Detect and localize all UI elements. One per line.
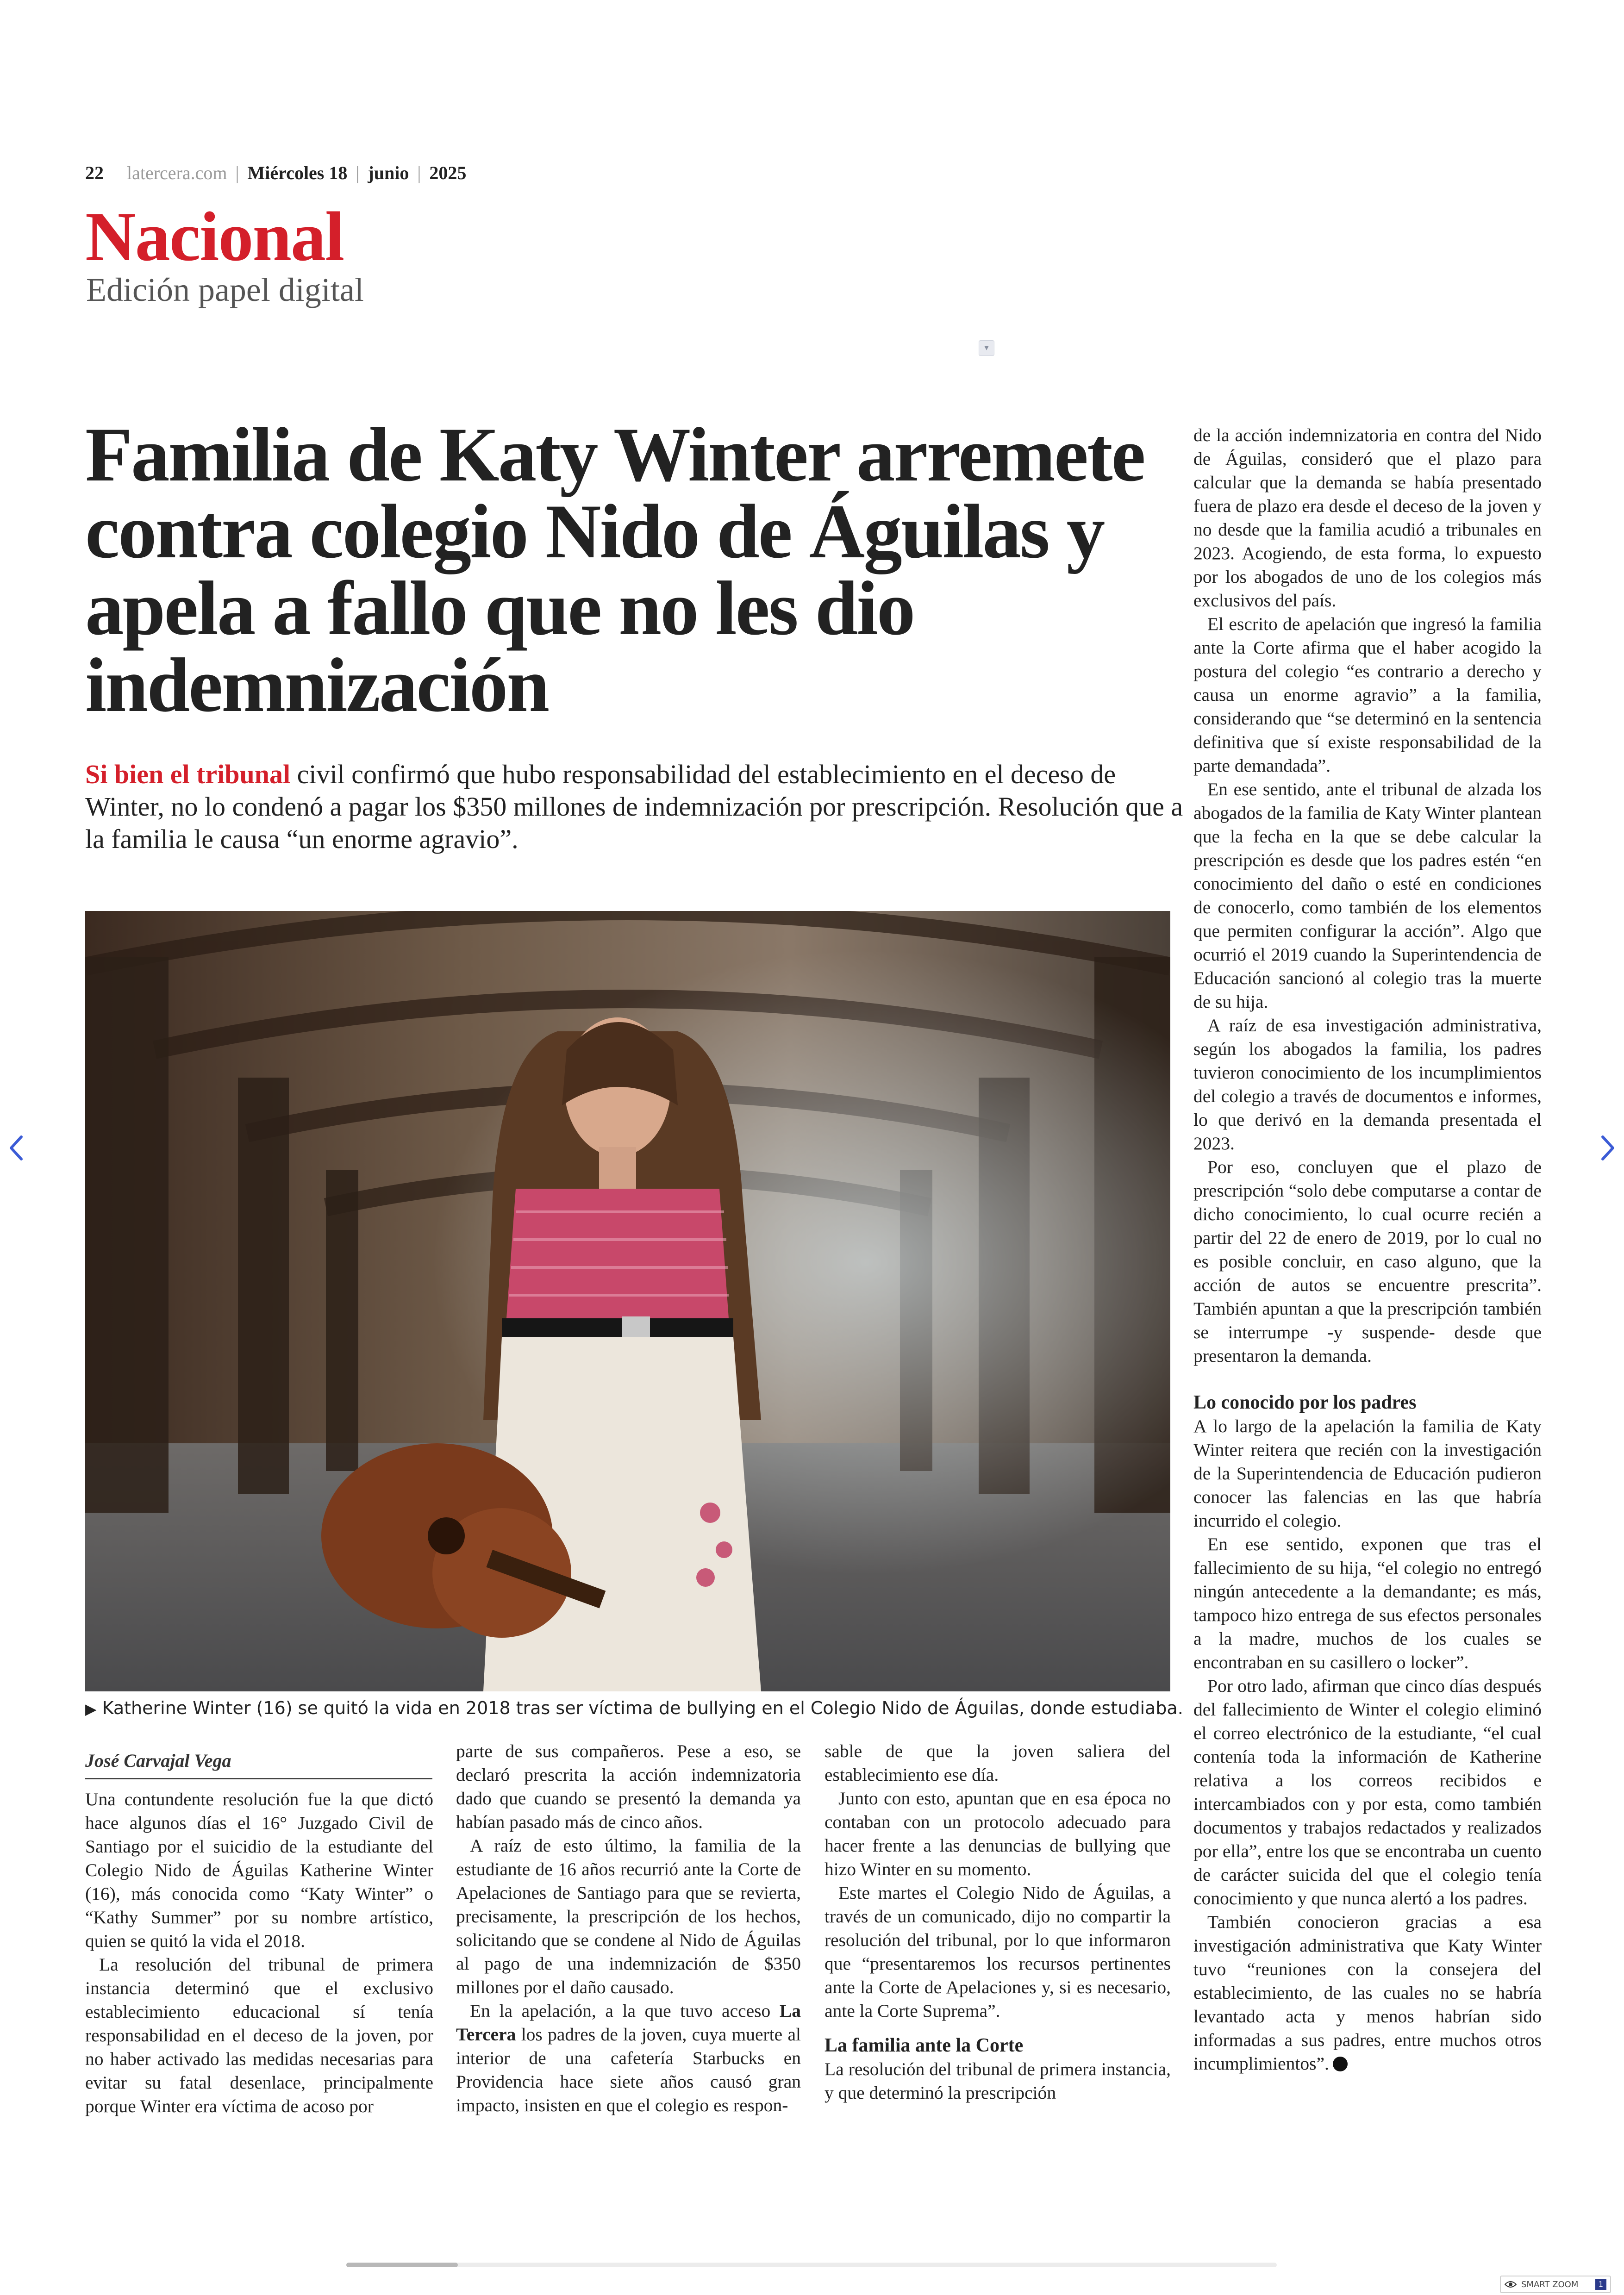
paragraph: La resolución del tribunal de primera instancia, y que determinó la prescripción <box>824 2059 1171 2103</box>
article-column-4 <box>1193 424 1542 2076</box>
paragraph: Por eso, concluyen que el plazo de prescripción “solo debe computarse a contar de dicho conocimiento, lo cual ocurre recién a partir del 22 de enero de 2019, por lo cual no es posible concluir, en caso alguno, que la acción de autos se encuentre prescrita”. También apuntan a que la prescripción también se interrumpe -y suspende- desde que presentaron la demanda. <box>1193 1157 1542 1366</box>
page-number: 22 <box>85 162 104 183</box>
chevron-right-icon <box>1598 1134 1617 1162</box>
subheading: La familia ante la Corte <box>824 2035 1024 2056</box>
paragraph: A lo largo de la apelación la familia de Katy Winter reitera que recién con la investigación de la Superintendencia de Educación pudieron conocer las falencias en las que habría incurrido el colegio. <box>1193 1416 1542 1531</box>
photo-illustration <box>85 911 1170 1691</box>
chevron-left-icon <box>7 1134 26 1162</box>
deck-text: civil confirmó que hubo responsabilidad del establecimiento en el deceso de Winter, no lo condenó a pagar los $350 millones de indemnización por prescripción. Resolución que a la familia le causa “un enorme agravio”. <box>85 759 1183 854</box>
folio-line <box>85 162 466 184</box>
deck <box>85 758 1187 855</box>
eye-icon <box>1505 2280 1517 2289</box>
article-photo <box>85 911 1170 1691</box>
paragraph <box>456 1999 801 2117</box>
paragraph: parte de sus compañeros. Pese a eso, se declaró prescrita la acción indemnizatoria dado que cuando se presentó la demanda ya habían pasado más de cinco años. <box>456 1741 801 1832</box>
caption-triangle-icon: ▶ <box>85 1700 97 1718</box>
page-progress-fill <box>346 2263 458 2267</box>
next-page-button[interactable] <box>1593 1129 1621 1166</box>
paragraph: A raíz de esa investigación administrativa, según los abogados la familia, los padres tuvieron conocimiento de los incumplimientos del colegio a través de documentos e informes, lo que derivó en la demanda presentada el 2023. <box>1193 1015 1542 1154</box>
section-title: Nacional <box>85 198 344 275</box>
paragraph: Este martes el Colegio Nido de Águilas, a través de un comunicado, dijo no compartir la resolución del tribunal, por lo que informaron que “presentaremos los recursos pertinentes ante la Corte de Apelaciones y, si es necesario, ante la Corte Suprema”. <box>824 1883 1171 2021</box>
paragraph: El escrito de apelación que ingresó la familia ante la Corte afirma que el haber acogido la postura del colegio “es contrario a derecho y causa un enorme agravio” a la familia, considerando que “se determinó en la sentencia definitiva que sí existe responsabilidad de la parte demandada”. <box>1193 614 1542 776</box>
edition-label: Edición papel digital <box>86 271 364 308</box>
site-name: latercera.com <box>127 162 227 183</box>
previous-page-button[interactable] <box>3 1129 31 1166</box>
paragraph <box>1193 1910 1542 2076</box>
paragraph-text: También conocieron gracias a esa investigación administrativa que Katy Winter tuvo “reuniones con la consejera del establecimiento, de las cuales no se habría levantado acta y menos habrían sido informadas a sus padres, entre muchos otros incumplimientos”. <box>1193 1912 1542 2074</box>
paragraph-text: los padres de la joven, cuya muerte al interior de una cafetería Starbucks en Providencia hace siete años causó gran impacto, insisten en que el colegio es respon- <box>456 2024 801 2115</box>
page-progress-bar[interactable] <box>346 2263 1277 2267</box>
article-column-1 <box>85 1788 433 2118</box>
issue-month: junio <box>368 162 409 183</box>
headline: Familia de Katy Winter arremete contra colegio Nido de Águilas y apela a fallo que no les dio indemnización <box>85 412 1144 728</box>
paragraph-text: En la apelación, a la que tuvo acceso <box>470 2001 780 2021</box>
paragraph: de la acción indemnizatoria en contra del Nido de Águilas, consideró que el plazo para calcular que la demanda se había presentado fuera de plazo era desde el deceso de la joven y no desde que la familia acudió a tribunales en 2023. Acogiendo, de esta forma, lo expuesto por los abogados de uno de los colegios más exclusivos del país. <box>1193 425 1542 611</box>
publication-name: La Tercera <box>456 2001 801 2045</box>
caption-text: Katherine Winter (16) se quitó la vida en 2018 tras ser víctima de bullying en el Colegio Nido de Águilas, donde estudiaba. <box>102 1698 1183 1718</box>
paragraph: La resolución del tribunal de primera instancia determinó que el exclusivo establecimiento educacional sí tenía responsabilidad en el deceso de la joven, por no haber activado las medidas necesarias para evitar su fatal desenlace, principalmente porque Winter era víctima de acoso por <box>85 1954 433 2116</box>
paragraph: Por otro lado, afirman que cinco días después del fallecimiento de Winter el colegio eliminó el correo electrónico de la estudiante, “el cual contenía toda la información de Katherine relativa a los correos recibidos e intercambiados con y por esta, como también documentos y trabajos redactados y realizados por ella”, entre los que se encontraba un cuento de carácter suicida del que el colegio tenía conocimiento y que nunca alertó a los padres. <box>1193 1676 1542 1908</box>
end-mark-icon <box>1333 2057 1348 2071</box>
separator: | <box>235 162 239 183</box>
zoom-level: 1 <box>1595 2279 1606 2290</box>
smart-zoom-label: SMART ZOOM <box>1521 2279 1579 2289</box>
paragraph: sable de que la joven saliera del establecimiento ese día. <box>824 1741 1171 1785</box>
photo-caption <box>85 1698 1183 1718</box>
subheading: Lo conocido por los padres <box>1193 1392 1417 1413</box>
paragraph: Junto con esto, apuntan que en esa época no contaban con un protocolo adecuado para hacer frente a las denuncias de bullying que hizo Winter en su momento. <box>824 1788 1171 1879</box>
paragraph: Una contundente resolución fue la que dictó hace algunos días el 16° Juzgado Civil de Santiago por el suicidio de la estudiante del Colegio Nido de Águilas Katherine Winter (16), más conocida como “Katy Winter” o “Kathy Summer” por su nombre artístico, quien se quitó la vida el 2018. <box>85 1789 433 1951</box>
paragraph: A raíz de esto último, la familia de la estudiante de 16 años recurrió ante la Corte de Apelaciones de Santiago para que se revierta, precisamente, la prescripción de los hechos, solicitando que se condene al Nido de Águilas al pago de una indemnización de $350 millones por el daño causado. <box>456 1835 801 1997</box>
paragraph: En ese sentido, ante el tribunal de alzada los abogados de la familia de Katy Winter plantean que la fecha en la que se debe calcular la prescripción es desde que los padres estén “en conocimiento del daño o esté en condiciones de conocerlo, como también de los elementos que permiten configurar la acción”. Algo que ocurrió el 2019 cuando la Superintendencia de Educación sancionó al colegio tras la muerte de su hija. <box>1193 779 1542 1012</box>
article-column-3 <box>824 1740 1171 2105</box>
issue-date: Miércoles 18 <box>247 162 348 183</box>
issue-year: 2025 <box>429 162 467 183</box>
byline: José Carvajal Vega <box>85 1750 432 1779</box>
article-column-2 <box>456 1740 801 2117</box>
separator: | <box>356 162 360 183</box>
paragraph: En ese sentido, exponen que tras el fallecimiento de su hija, “el colegio no entregó ningún antecedente a la demandante; es más, tampoco hizo entrega de sus efectos personales a la madre, muchos de los cuales se encontraban en su casillero o locker”. <box>1193 1534 1542 1672</box>
smart-zoom-button[interactable] <box>1500 2276 1611 2293</box>
ad-marker-icon[interactable]: ▾ <box>979 340 994 356</box>
deck-lead: Si bien el tribunal <box>85 759 291 789</box>
separator: | <box>417 162 421 183</box>
